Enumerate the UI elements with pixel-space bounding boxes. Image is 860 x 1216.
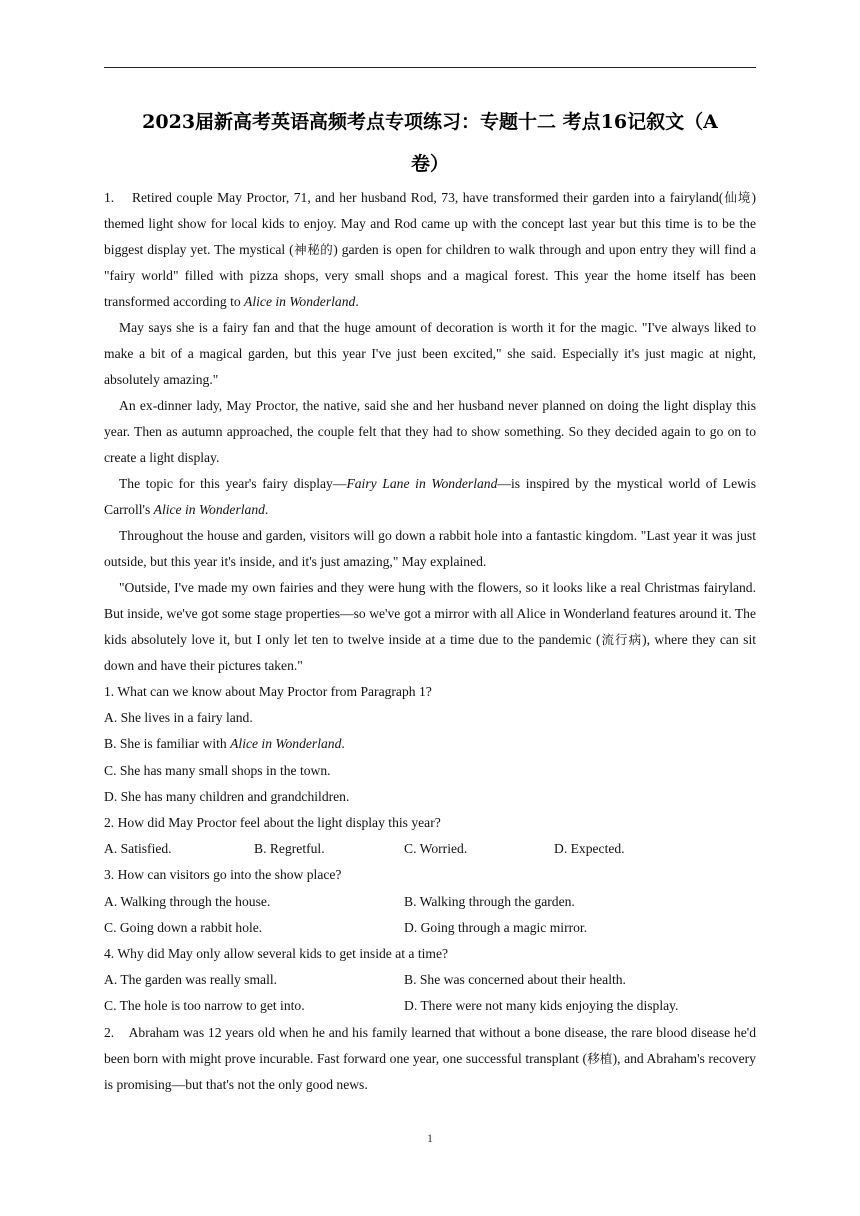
header-rule: [104, 67, 756, 68]
page-title: [104, 101, 756, 185]
option-1c: C. She has many small shops in the town.: [104, 762, 331, 778]
option-4b: B. She was concerned about their health.: [404, 972, 626, 988]
option-2b: B. Regretful.: [254, 841, 325, 857]
gloss: 仙境: [723, 190, 752, 205]
passage2-paragraph-1: [104, 1020, 756, 1098]
passage1-paragraph-6: [104, 575, 756, 679]
passage1-text: "Outside, I've made my own fairies and they were hung with the flowers, so it looks like a real Christmas fairyland. But inside, we've got some stage properties—so we've got a mirror with all Alice in Wonderland features around it. The kids absolutely love it, but I only let ten to twelve inside at a time due to the pandemic (: [104, 580, 756, 647]
passage2-text: Abraham was 12 years old when he and his family learned that without a bone disease, the rare blood disease he'd been born with might prove incurable. Fast forward one year, one successful transplant (: [104, 1024, 757, 1066]
gloss: 神秘的: [293, 242, 334, 257]
title-line-1: 2023届新高考英语高频考点专项练习：专题十二 考点16记叙文（A: [142, 111, 718, 133]
book-title: Alice in Wonderland: [230, 736, 342, 752]
passage2-number: 2.: [104, 1024, 115, 1040]
option-1b: [104, 731, 756, 757]
gloss: 移植: [587, 1050, 613, 1066]
passage1-paragraph-4: [104, 471, 756, 523]
option-3b: B. Walking through the garden.: [404, 893, 575, 909]
gloss: 流行病: [600, 632, 643, 647]
document-body: [104, 185, 756, 1098]
option-3a: A. Walking through the house.: [104, 893, 271, 909]
passage1-text: The topic for this year's fairy display—: [119, 476, 347, 491]
question-4-options-row-1: [104, 967, 756, 993]
question-3-options-row-1: [104, 889, 756, 915]
passage1-paragraph-3: An ex-dinner lady, May Proctor, the native, said she and her husband never planned on doing the light display this year. Then as autumn approached, the couple felt that they had to show something. So they decided again to go on to create a light display.: [104, 398, 756, 465]
passage1-text: ), where they can sit down and have their pictures taken.": [104, 632, 756, 673]
option-2d: D. Expected.: [554, 841, 625, 857]
question-3-options-row-2: [104, 915, 756, 941]
passage1-paragraph-5: Throughout the house and garden, visitors will go down a rabbit hole into a fantastic kingdom. "Last year it was just outside, but this year it's inside, and it's just amazing," May explained.: [104, 528, 756, 569]
option-text: B. She is familiar with: [104, 736, 231, 752]
option-4a: A. The garden was really small.: [104, 972, 278, 988]
page-number: 1: [427, 1131, 433, 1145]
passage1-text: .: [264, 502, 269, 517]
question-3: 3. How can visitors go into the show place?: [104, 867, 342, 883]
question-4: 4. Why did May only allow several kids to get inside at a time?: [104, 946, 449, 962]
display-title: Fairy Lane in Wonderland: [346, 476, 498, 491]
option-3d: D. Going through a magic mirror.: [404, 919, 588, 935]
passage1-text: ) garden is open for children to walk through and upon entry they will find a "fairy world" filled with pizza shops, very small shops and a magical forest. This year the home itself has been transformed according to: [104, 242, 756, 309]
option-4d: D. There were not many kids enjoying the display.: [404, 998, 679, 1014]
option-2a: A. Satisfied.: [104, 841, 172, 857]
passage2-text: ), and Abraham's recovery is promising—but that's not the only good news.: [104, 1050, 756, 1092]
option-text: .: [341, 736, 345, 752]
passage1-text: —is inspired by the mystical world of Lewis Carroll's: [104, 476, 756, 517]
passage1-text: Retired couple May Proctor, 71, and her husband Rod, 73, have transformed their garden into a fairyland(: [131, 190, 724, 205]
option-3c: C. Going down a rabbit hole.: [104, 919, 263, 935]
passage1-text: ) themed light show for local kids to enjoy. May and Rod came up with the concept last year but this time is to be the biggest display yet. The mystical (: [104, 190, 756, 257]
book-title: Alice in Wonderland: [244, 294, 356, 309]
passage1-text: .: [355, 294, 359, 309]
question-2: 2. How did May Proctor feel about the light display this year?: [104, 815, 441, 831]
question-1: 1. What can we know about May Proctor from Paragraph 1?: [104, 684, 432, 699]
question-4-options-row-2: [104, 993, 756, 1019]
option-4c: C. The hole is too narrow to get into.: [104, 998, 305, 1014]
book-title: Alice in Wonderland: [153, 502, 265, 517]
question-2-options: [104, 836, 756, 862]
option-1d: D. She has many children and grandchildren.: [104, 788, 350, 804]
passage1-paragraph-1: [104, 185, 756, 315]
option-2c: C. Worried.: [404, 841, 468, 857]
passage1-paragraph-2: May says she is a fairy fan and that the huge amount of decoration is worth it for the magic. "I've always liked to make a bit of a magical garden, but this year I've just been excited," she said. Especially it's just magic at night, absolutely amazing.": [104, 320, 756, 387]
title-line-2: 卷）: [410, 153, 449, 175]
passage1-number: 1.: [104, 190, 115, 205]
option-1a: A. She lives in a fairy land.: [104, 710, 253, 726]
